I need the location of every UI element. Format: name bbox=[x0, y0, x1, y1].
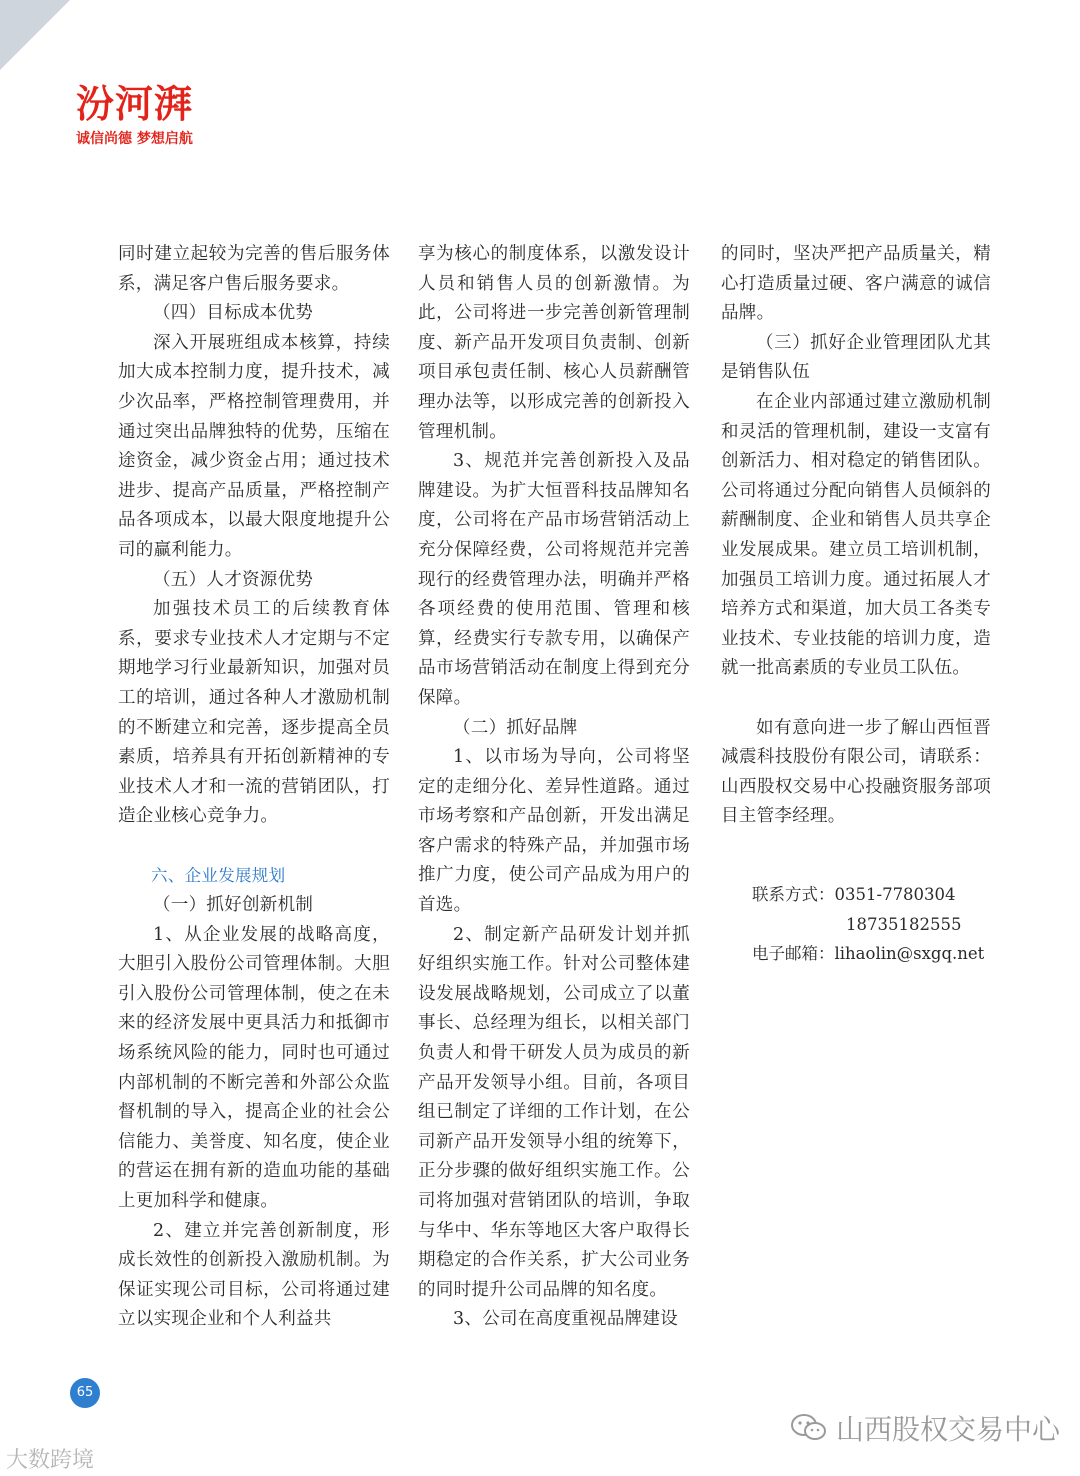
paragraph: 如有意向进一步了解山西恒晋减震科技股份有限公司，请联系：山西股权交易中心投融资服务部项目主管李经理。 bbox=[721, 717, 991, 827]
paragraph: 同时建立起较为完善的售后服务体系，满足客户售后服务要求。 bbox=[118, 244, 390, 294]
watermark-right-text: 山西股权交易中心 bbox=[836, 1413, 1061, 1446]
logo-slogan: 诚信尚德 梦想启航 bbox=[76, 131, 193, 147]
corner-fold-decoration bbox=[0, 0, 70, 70]
email-address: lihaolin@sxgq.net bbox=[834, 944, 985, 964]
email-label: 电子邮箱： bbox=[752, 944, 835, 964]
watermark-left bbox=[6, 1443, 94, 1474]
watermark-left-text: 大数跨境 bbox=[6, 1448, 95, 1473]
subsection-heading: （三）抓好企业管理团队尤其是销售队伍 bbox=[721, 332, 991, 383]
paragraph: 的同时，坚决严把产品质量关，精心打造质量过硬、客户满意的诚信品牌。 bbox=[721, 244, 991, 324]
subsection-heading: （五）人才资源优势 bbox=[153, 569, 314, 590]
logo-title: 汾河湃 bbox=[76, 82, 194, 126]
text-column-1 bbox=[118, 240, 390, 1335]
phone-number-1: 0351-7780304 bbox=[834, 885, 956, 904]
phone-row-2 bbox=[752, 910, 984, 940]
text-column-3 bbox=[721, 240, 991, 832]
paragraph: 加强技术员工的后续教育体系，要求专业技术人才定期与不定期地学习行业最新知识，加强对员工的培训，通过各种人才激励机制的不断建立和完善，逐步提高全员素质，培养具有开拓创新精神的专业技术人才和一流的营销团队，打造企业核心竞争力。 bbox=[118, 599, 390, 827]
paragraph: 2、制定新产品研发计划并抓好组织实施工作。针对公司整体建设发展战略规划，公司成立了以董事长、总经理为组长，以相关部门负责人和骨干研发人员为成员的新产品开发领导小组。目前，各项目组已制定了详细的工作计划，在公司新产品开发领导小组的统筹下，正分步骤的做好组织实施工作。公司将加强对营销团队的培训，争取与华中、华东等地区大客户取得长期稳定的合作关系，扩大公司业务的同时提升公司品牌的知名度。 bbox=[418, 924, 690, 1300]
paragraph: 1、从企业发展的战略高度，大胆引入股份公司管理体制。大胆引入股份公司管理体制，使之在未来的经济发展中更具活力和抵御市场系统风险的能力，同时也可通过内部机制的不断完善和外部公众监督机制的导入，提高企业的社会公信能力、美誉度、知名度，使企业的营运在拥有新的造血功能的基础上更加科学和健康。 bbox=[118, 924, 390, 1211]
page-number: 65 bbox=[70, 1378, 100, 1408]
paragraph: 享为核心的制度体系，以激发设计人员和销售人员的创新激情。为此，公司将进一步完善创新管理制度、新产品开发项目负责制、创新项目承包责任制、核心人员薪酬管理办法等，以形成完善的创新投入管理机制。 bbox=[418, 244, 690, 442]
subsection-heading: （四）目标成本优势 bbox=[153, 303, 314, 324]
watermark-right bbox=[790, 1408, 1060, 1448]
section-heading: 六、企业发展规划 bbox=[151, 866, 286, 886]
contact-block bbox=[752, 880, 984, 969]
wechat-icon bbox=[790, 1412, 828, 1444]
paragraph: 1、以市场为导向，公司将坚定的走细分化、差异性道路。通过市场考察和产品创新，开发出满足客户需求的特殊产品，并加强市场推广力度，使公司产品成为用户的首选。 bbox=[418, 747, 690, 916]
subsection-heading: （一）抓好创新机制 bbox=[153, 895, 314, 916]
magazine-logo bbox=[76, 82, 206, 148]
phone-label: 联系方式： bbox=[752, 885, 835, 904]
subsection-heading: （二）抓好品牌 bbox=[453, 717, 578, 738]
email-row bbox=[752, 939, 984, 969]
paragraph: 在企业内部通过建立激励机制和灵活的管理机制，建设一支富有创新活力、相对稳定的销售团队。公司将通过分配向销售人员倾斜的薪酬制度、企业和销售人员共享企业发展成果。建立员工培训机制，加强员工培训力度。通过拓展人才培养方式和渠道，加大员工各类专业技术、专业技能的培训力度，造就一批高素质的专业员工队伍。 bbox=[721, 391, 991, 679]
paragraph: 深入开展班组成本核算，持续加大成本控制力度，提升技术，减少次品率，严格控制管理费用，并通过突出品牌独特的优势，压缩在途资金，减少资金占用；通过技术进步、提高产品质量，严格控制产品各项成本，以最大限度地提升公司的赢利能力。 bbox=[118, 332, 390, 560]
paragraph: 2、建立并完善创新制度，形成长效性的创新投入激励机制。为保证实现公司目标，公司将通过建立以实现企业和个人利益共 bbox=[118, 1220, 390, 1330]
phone-row bbox=[752, 880, 984, 910]
phone-number-2: 18735182555 bbox=[846, 914, 962, 934]
paragraph: 3、规范并完善创新投入及品牌建设。为扩大恒晋科技品牌知名度，公司将在产品市场营销活动上充分保障经费，公司将规范并完善现行的经费管理办法，明确并严格各项经费的使用范围、管理和核算，经费实行专款专用，以确保产品市场营销活动在制度上得到充分保障。 bbox=[418, 451, 690, 708]
paragraph: 3、公司在高度重视品牌建设 bbox=[453, 1309, 679, 1330]
text-column-2 bbox=[418, 240, 690, 1335]
paragraph-gap bbox=[721, 684, 991, 714]
